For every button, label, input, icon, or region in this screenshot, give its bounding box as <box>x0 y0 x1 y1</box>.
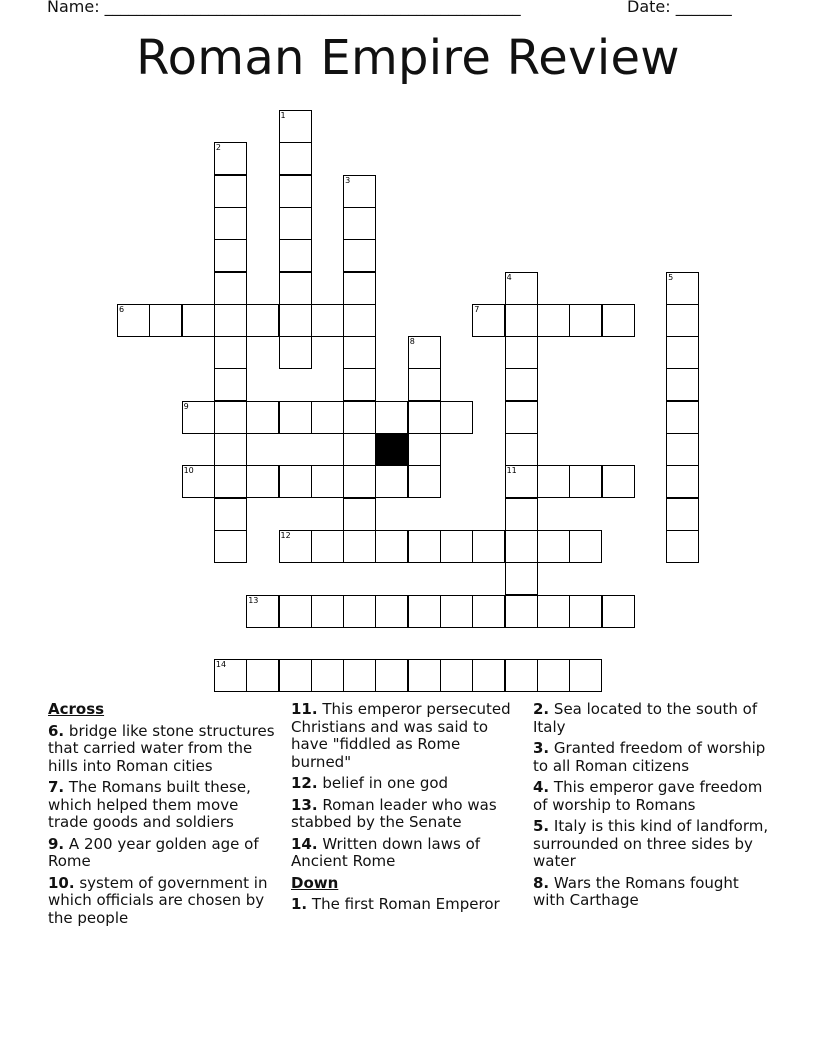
crossword-cell[interactable] <box>505 498 538 531</box>
crossword-cell[interactable] <box>214 272 247 305</box>
clues-column-3 <box>533 701 773 914</box>
crossword-cell[interactable] <box>505 659 538 692</box>
crossword-cell[interactable] <box>182 401 215 434</box>
clue-number-12: 12 <box>280 530 291 540</box>
crossword-cell[interactable] <box>279 465 312 498</box>
crossword-cell[interactable] <box>279 304 312 337</box>
crossword-cell[interactable] <box>408 530 441 563</box>
crossword-cell[interactable] <box>246 659 279 692</box>
crossword-cell[interactable] <box>214 433 247 466</box>
crossword-cell[interactable] <box>343 336 376 369</box>
crossword-cell[interactable] <box>537 465 570 498</box>
clue-number-7: 7 <box>474 304 480 314</box>
crossword-cell[interactable] <box>569 465 602 498</box>
crossword-cell[interactable] <box>505 595 538 628</box>
clue-number-14: 14 <box>215 660 227 670</box>
crossword-cell[interactable] <box>408 595 441 628</box>
crossword-cell[interactable] <box>343 368 376 401</box>
crossword-cell[interactable] <box>472 659 505 692</box>
crossword-cell[interactable] <box>343 530 376 563</box>
crossword-cell[interactable] <box>343 175 376 208</box>
crossword-cell[interactable] <box>569 530 602 563</box>
clue-across-13: 13. Roman leader who was stabbed by the Senate <box>291 795 497 831</box>
crossword-cell[interactable] <box>537 595 570 628</box>
crossword-cell[interactable] <box>343 433 376 466</box>
crossword-cell[interactable] <box>214 498 247 531</box>
crossword-cell[interactable] <box>214 659 247 692</box>
clue-number-6: 6 <box>119 304 125 314</box>
crossword-cell[interactable] <box>505 368 538 401</box>
crossword-cell[interactable] <box>440 595 473 628</box>
crossword-cell[interactable] <box>279 175 312 208</box>
clue-across-6: 6. bridge like stone structures that carried water from the hills into Roman cities <box>48 721 275 775</box>
down-heading: Down <box>291 873 339 892</box>
crossword-cell[interactable] <box>311 530 344 563</box>
crossword-cell[interactable] <box>343 304 376 337</box>
clue-across-10: 10. system of government in which officials are chosen by the people <box>48 873 268 927</box>
crossword-cell[interactable] <box>343 465 376 498</box>
clue-down-4: 4. This emperor gave freedom of worship to Romans <box>533 778 763 814</box>
crossword-cell[interactable] <box>408 401 441 434</box>
crossword-cell[interactable] <box>343 401 376 434</box>
clues-column-2 <box>291 701 523 918</box>
crossword-cell[interactable] <box>182 465 215 498</box>
clue-down-5: 5. Italy is this kind of landform, surrounded on three sides by water <box>533 817 769 870</box>
name-field-line: Name: ____________________________________________________ <box>47 0 521 16</box>
crossword-cell[interactable] <box>472 595 505 628</box>
crossword-cell[interactable] <box>343 272 376 305</box>
clue-number-5: 5 <box>668 272 674 282</box>
crossword-cell[interactable] <box>279 272 312 305</box>
crossword-cell[interactable] <box>375 530 408 563</box>
clue-down-3: 3. Granted freedom of worship to all Roman citizens <box>533 739 766 775</box>
crossword-cell[interactable] <box>569 304 602 337</box>
crossword-cell[interactable] <box>214 401 247 434</box>
crossword-cell[interactable] <box>214 465 247 498</box>
crossword-cell[interactable] <box>149 304 182 337</box>
crossword-cell[interactable] <box>569 659 602 692</box>
crossword-cell[interactable] <box>311 595 344 628</box>
crossword-cell[interactable] <box>246 465 279 498</box>
black-cell <box>376 433 409 466</box>
crossword-cell[interactable] <box>311 304 344 337</box>
crossword-cell[interactable] <box>666 304 699 337</box>
crossword-cell[interactable] <box>279 530 312 563</box>
crossword-cell[interactable] <box>279 336 312 369</box>
crossword-cell[interactable] <box>214 304 247 337</box>
crossword-cell[interactable] <box>214 175 247 208</box>
crossword-cell[interactable] <box>343 595 376 628</box>
crossword-cell[interactable] <box>343 207 376 240</box>
crossword-cell[interactable] <box>279 142 312 175</box>
clue-down-2: 2. Sea located to the south of Italy <box>533 700 758 736</box>
date-field-line: Date: _______ <box>627 0 732 16</box>
crossword-cell[interactable] <box>375 595 408 628</box>
crossword-cell[interactable] <box>311 401 344 434</box>
crossword-cell[interactable] <box>505 530 538 563</box>
crossword-cell[interactable] <box>117 304 150 337</box>
crossword-cell[interactable] <box>666 498 699 531</box>
clue-number-2: 2 <box>215 143 221 153</box>
clue-number-13: 13 <box>248 595 259 605</box>
crossword-cell[interactable] <box>408 336 441 369</box>
clue-number-3: 3 <box>345 175 351 185</box>
crossword-cell[interactable] <box>279 595 312 628</box>
crossword-cell[interactable] <box>666 530 699 563</box>
crossword-cell[interactable] <box>343 659 376 692</box>
crossword-cell[interactable] <box>214 142 247 175</box>
crossword-cell[interactable] <box>602 595 635 628</box>
crossword-cell[interactable] <box>214 368 247 401</box>
crossword-cell[interactable] <box>440 659 473 692</box>
crossword-cell[interactable] <box>666 368 699 401</box>
crossword-cell[interactable] <box>440 401 473 434</box>
clue-down-8: 8. Wars the Romans fought with Carthage <box>533 873 739 909</box>
crossword-cell[interactable] <box>505 272 538 305</box>
crossword-cell[interactable] <box>505 401 538 434</box>
crossword-cell[interactable] <box>537 659 570 692</box>
crossword-cell[interactable] <box>246 595 279 628</box>
crossword-cell[interactable] <box>214 207 247 240</box>
crossword-cell[interactable] <box>311 465 344 498</box>
crossword-cell[interactable] <box>343 239 376 272</box>
crossword-cell[interactable] <box>666 336 699 369</box>
crossword-cell[interactable] <box>505 465 538 498</box>
crossword-cell[interactable] <box>537 530 570 563</box>
clue-across-14: 14. Written down laws of Ancient Rome <box>291 834 481 870</box>
crossword-cell[interactable] <box>472 530 505 563</box>
crossword-cell[interactable] <box>279 110 312 143</box>
clue-down-1: 1. The first Roman Emperor <box>291 895 500 913</box>
crossword-cell[interactable] <box>214 530 247 563</box>
crossword-cell[interactable] <box>505 336 538 369</box>
clue-across-9: 9. A 200 year golden age of Rome <box>48 834 259 870</box>
clue-across-7: 7. The Romans built these, which helped them move trade goods and soldiers <box>48 778 251 831</box>
clue-across-11: 11. This emperor persecuted Christians and was said to have "fiddled as Rome burned" <box>291 700 511 771</box>
clue-number-8: 8 <box>409 337 415 347</box>
crossword-cell[interactable] <box>343 498 376 531</box>
crossword-cell[interactable] <box>666 465 699 498</box>
crossword-cell[interactable] <box>408 433 441 466</box>
crossword-cell[interactable] <box>602 465 635 498</box>
crossword-cell[interactable] <box>311 659 344 692</box>
clue-number-11: 11 <box>506 466 517 476</box>
crossword-cell[interactable] <box>440 530 473 563</box>
crossword-cell[interactable] <box>279 239 312 272</box>
crossword-cell[interactable] <box>214 239 247 272</box>
crossword-cell[interactable] <box>214 336 247 369</box>
clue-number-9: 9 <box>183 401 189 411</box>
crossword-cell[interactable] <box>375 465 408 498</box>
crossword-cell[interactable] <box>279 401 312 434</box>
crossword-cell[interactable] <box>182 304 215 337</box>
crossword-cell[interactable] <box>246 401 279 434</box>
crossword-cell[interactable] <box>408 368 441 401</box>
clue-across-12: 12. belief in one god <box>291 774 449 792</box>
clue-number-10: 10 <box>183 466 194 476</box>
crossword-cell[interactable] <box>666 272 699 305</box>
crossword-cell[interactable] <box>408 659 441 692</box>
crossword-cell[interactable] <box>279 207 312 240</box>
crossword-cell[interactable] <box>537 304 570 337</box>
crossword-cell[interactable] <box>375 401 408 434</box>
crossword-cell[interactable] <box>666 433 699 466</box>
clue-number-4: 4 <box>506 272 512 282</box>
crossword-cell[interactable] <box>569 595 602 628</box>
crossword-cell[interactable] <box>375 659 408 692</box>
crossword-cell[interactable] <box>602 304 635 337</box>
crossword-cell[interactable] <box>505 562 538 595</box>
page-title: Roman Empire Review <box>136 30 680 86</box>
crossword-cell[interactable] <box>505 304 538 337</box>
across-heading: Across <box>48 700 105 718</box>
clue-number-1: 1 <box>280 111 286 120</box>
clues-column-1 <box>48 701 280 931</box>
crossword-cell[interactable] <box>279 659 312 692</box>
crossword-cell[interactable] <box>408 465 441 498</box>
crossword-cell[interactable] <box>505 433 538 466</box>
crossword-cell[interactable] <box>246 304 279 337</box>
crossword-cell[interactable] <box>666 401 699 434</box>
crossword-cell[interactable] <box>472 304 505 337</box>
